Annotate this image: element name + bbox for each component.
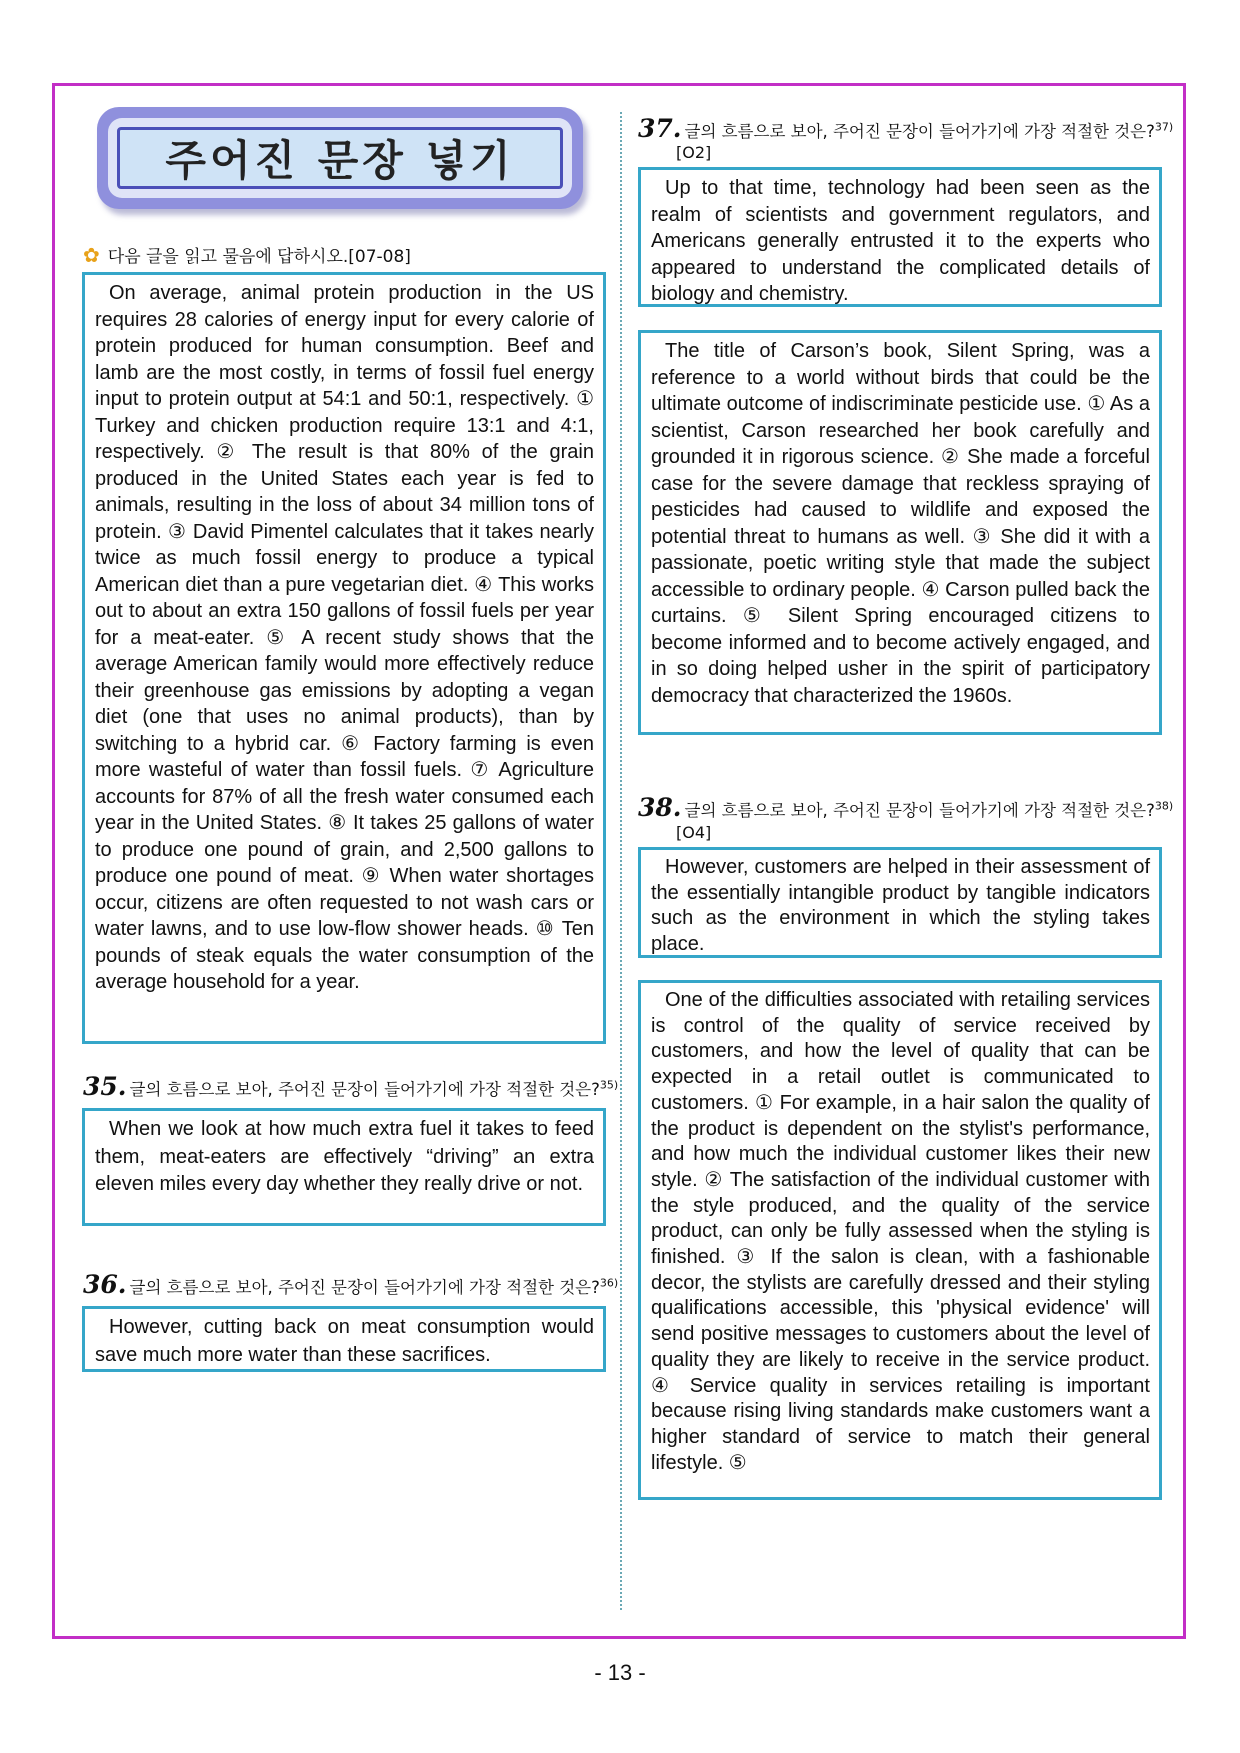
question-37-given-sentence: Up to that time, technology had been seen as the realm of scientists and government regulators, and Americans generally entrusted it to the experts who appeared to understand the complicated details of biology and chemistry. bbox=[651, 177, 1150, 305]
question-38-passage: One of the difficulties associated with retailing services is control of the quality of service received by customers, and how the level of quality that can be expected in a retail outlet is communicated to customers. ① For example, in a hair salon the quality of the product is dependent on the stylist's performance, and how much the individual customer likes their new style. ② The satisfaction of the individual customer with the style produced, and the quality of the service product, can only be fully assessed when the styling is finished. ③ If the salon is clean, with a fashionable decor, the stylists are carefully dressed and their styling qualifications accessible, this 'physical evidence' will send positive messages to customers about the level of quality they are likely to receive in the service product. ④ Service quality in services retailing is important because rising living standards make customers want a higher standard of service to match their general lifestyle. ⑤ bbox=[651, 989, 1150, 1474]
main-passage-box bbox=[82, 272, 606, 1044]
instruction-text: 다음 글을 읽고 물음에 답하시오.[07-08] bbox=[107, 247, 411, 267]
question-35-given-sentence-box bbox=[82, 1108, 606, 1226]
question-37-header bbox=[638, 114, 1173, 143]
question-36-footnote: 36) bbox=[599, 1276, 619, 1290]
question-38-number: 38. bbox=[638, 793, 682, 822]
question-36-given-sentence-box bbox=[82, 1306, 606, 1372]
question-35-given-sentence: When we look at how much extra fuel it takes to feed them, meat-eaters are effectively “driving” an extra eleven miles every day whether they really drive or not. bbox=[95, 1118, 594, 1195]
column-divider bbox=[620, 112, 622, 1610]
question-38-footnote: 38) bbox=[1154, 799, 1174, 813]
question-36-number: 36. bbox=[83, 1270, 127, 1299]
question-35-header bbox=[83, 1072, 618, 1101]
question-37-prompt: 글의 흐름으로 보아, 주어진 문장이 들어가기에 가장 적절한 것은? bbox=[684, 122, 1155, 141]
question-38-code: [O4] bbox=[676, 823, 712, 842]
question-36-given-sentence: However, cutting back on meat consumption would save much more water than these sacrifices. bbox=[95, 1316, 594, 1366]
section-title: 주어진 문장 넣기 bbox=[117, 127, 563, 189]
section-title-badge bbox=[97, 107, 583, 209]
question-37-passage-box bbox=[638, 330, 1162, 735]
title-inner-frame bbox=[108, 118, 572, 198]
question-37-code: [O2] bbox=[676, 143, 712, 162]
question-36-header bbox=[83, 1270, 618, 1299]
instruction bbox=[83, 242, 411, 267]
question-37-passage: The title of Carson’s book, Silent Spring, was a reference to a world without birds that could be the ultimate outcome of indiscriminate pesticide use. ① As a scientist, Carson researched her book carefully and grounded it in rigorous science. ② She made a forceful case for the severe damage that reckless spraying of pesticides had caused to wildlife and exposed the potential threat to humans as well. ③ She did it with a passionate, poetic writing style that made the subject accessible to ordinary people. ④ Carson pulled back the curtains. ⑤ Silent Spring encouraged citizens to become informed and to become actively engaged, and in so doing helped usher in the spirit of participatory democracy that characterized the 1960s. bbox=[651, 340, 1150, 707]
question-36-prompt: 글의 흐름으로 보아, 주어진 문장이 들어가기에 가장 적절한 것은? bbox=[129, 1278, 600, 1297]
question-37-given-sentence-box bbox=[638, 167, 1162, 307]
question-38-passage-box bbox=[638, 980, 1162, 1500]
flower-icon: ✿ bbox=[83, 242, 100, 267]
question-38-header bbox=[638, 793, 1173, 822]
question-37-footnote: 37) bbox=[1154, 120, 1174, 134]
question-38-prompt: 글의 흐름으로 보아, 주어진 문장이 들어가기에 가장 적절한 것은? bbox=[684, 801, 1155, 820]
question-37-number: 37. bbox=[638, 114, 682, 143]
question-38-given-sentence: However, customers are helped in their assessment of the essentially intangible product by tangible indicators such as the environment in which the styling takes place. bbox=[651, 856, 1150, 955]
main-passage-text: On average, animal protein production in the US requires 28 calories of energy input for every calorie of protein produced for human consumption. Beef and lamb are the most costly, in terms of fossil fuel energy input to protein output at 54:1 and 50:1, respectively. ① Turkey and chicken production require 13:1 and 4:1, respectively. ② The result is that 80% of the grain produced in the United States each year is fed to animals, resulting in the loss of about 34 million tons of protein. ③ David Pimentel calculates that it takes nearly twice as much fossil energy to produce a typical American diet than a pure vegetarian diet. ④ This works out to about an extra 150 gallons of fossil fuels per year for a meat-eater. ⑤ A recent study shows that the average American family would more effectively reduce their greenhouse gas emissions by adopting a vegan diet (one that uses no animal products), than by switching to a hybrid car. ⑥ Factory farming is even more wasteful of water than fossil fuels. ⑦ Agriculture accounts for 87% of all the fresh water consumed each year in the United States. ⑧ It takes 25 gallons of water to produce one pound of grain, and 2,500 gallons to produce one pound of meat. ⑨ When water shortages occur, citizens are often requested to not wash cars or water lawns, and to use low-flow shower heads. ⑩ Ten pounds of steak equals the water consumption of the average household for a year. bbox=[95, 282, 594, 993]
question-38-given-sentence-box bbox=[638, 847, 1162, 958]
page-number: - 13 - bbox=[594, 1660, 646, 1685]
question-35-footnote: 35) bbox=[599, 1078, 619, 1092]
question-35-prompt: 글의 흐름으로 보아, 주어진 문장이 들어가기에 가장 적절한 것은? bbox=[129, 1080, 600, 1099]
question-35-number: 35. bbox=[83, 1072, 127, 1101]
